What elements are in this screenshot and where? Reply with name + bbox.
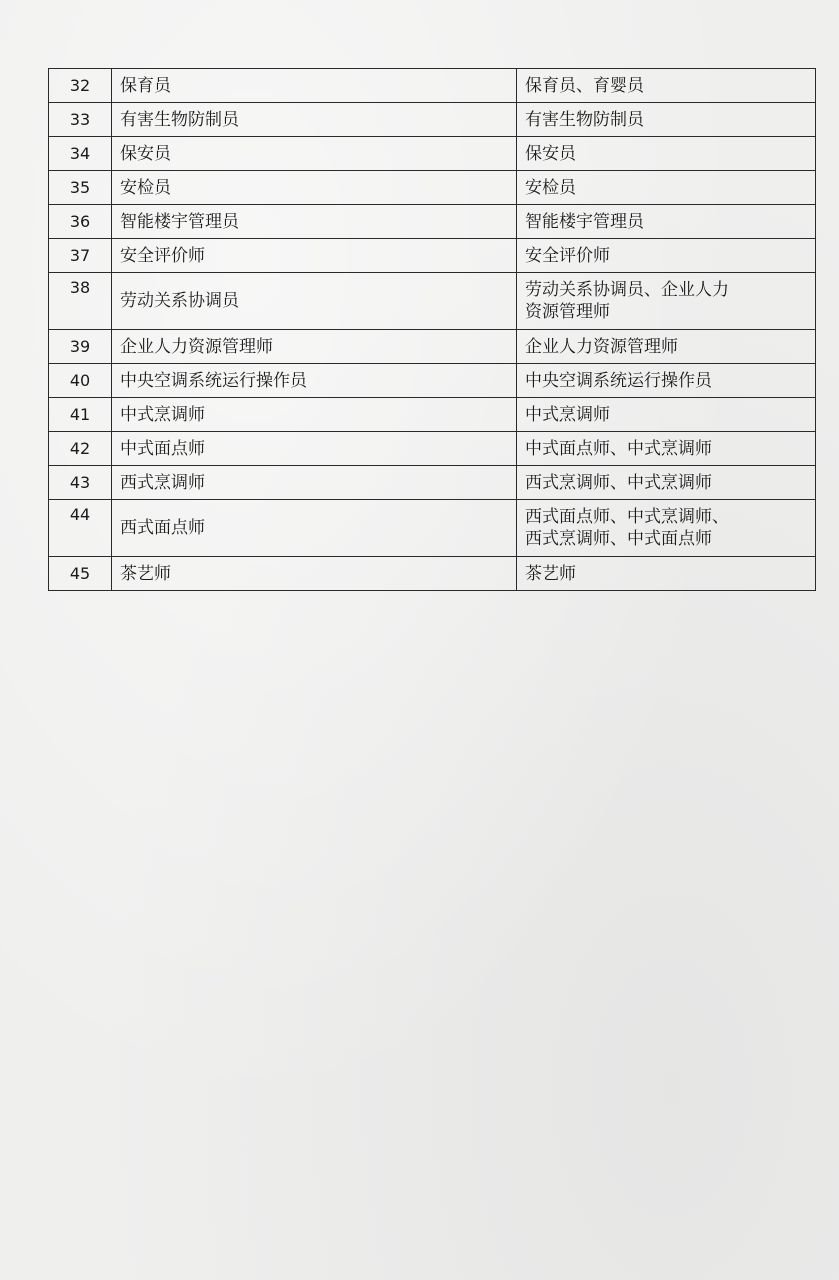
- occupation-name: 有害生物防制员: [112, 103, 517, 137]
- related-occupation-line: 智能楼宇管理员: [525, 211, 644, 232]
- occupation-table: [48, 68, 816, 591]
- occupation-name: 西式烹调师: [112, 466, 517, 500]
- occupation-name: 安全评价师: [112, 239, 517, 273]
- occupation-name: 西式面点师: [112, 500, 517, 557]
- related-occupation-line: 保育员、育婴员: [525, 75, 644, 96]
- related-occupation-line: 茶艺师: [525, 563, 576, 584]
- row-number: 35: [49, 171, 112, 205]
- row-number: 32: [49, 69, 112, 103]
- related-occupations: [517, 364, 816, 398]
- related-occupations: [517, 398, 816, 432]
- table-row: [49, 205, 816, 239]
- related-occupation-line: 中央空调系统运行操作员: [525, 370, 712, 391]
- related-occupation-line: 安检员: [525, 177, 576, 198]
- row-number: 34: [49, 137, 112, 171]
- related-occupation-line: 劳动关系协调员、企业人力: [525, 280, 729, 300]
- related-occupation-line: 西式烹调师、中式烹调师: [525, 472, 712, 493]
- related-occupation-line: 西式面点师、中式烹调师、: [525, 507, 729, 527]
- row-number: 39: [49, 330, 112, 364]
- related-occupations: [517, 557, 816, 591]
- occupation-name: 智能楼宇管理员: [112, 205, 517, 239]
- occupation-name: 企业人力资源管理师: [112, 330, 517, 364]
- row-number: 33: [49, 103, 112, 137]
- table-row: [49, 557, 816, 591]
- occupation-name: 中央空调系统运行操作员: [112, 364, 517, 398]
- related-occupations: [517, 137, 816, 171]
- table-row: [49, 432, 816, 466]
- row-number: 36: [49, 205, 112, 239]
- table-row: [49, 103, 816, 137]
- table-row: [49, 364, 816, 398]
- row-number: 42: [49, 432, 112, 466]
- related-occupations: [517, 466, 816, 500]
- occupation-name: 保安员: [112, 137, 517, 171]
- related-occupations: [517, 103, 816, 137]
- related-occupation-line: 西式烹调师、中式面点师: [525, 529, 712, 549]
- table-row: [49, 330, 816, 364]
- occupation-name: 劳动关系协调员: [112, 273, 517, 330]
- related-occupations: [517, 69, 816, 103]
- related-occupations: [517, 171, 816, 205]
- related-occupations: [517, 273, 816, 330]
- table-row: [49, 398, 816, 432]
- occupation-name: 茶艺师: [112, 557, 517, 591]
- occupation-name: 安检员: [112, 171, 517, 205]
- row-number: 40: [49, 364, 112, 398]
- related-occupations: [517, 500, 816, 557]
- row-number: 44: [49, 500, 112, 557]
- related-occupation-line: 中式面点师、中式烹调师: [525, 438, 712, 459]
- table-row: [49, 273, 816, 330]
- row-number: 43: [49, 466, 112, 500]
- table-row: [49, 69, 816, 103]
- table-row: [49, 500, 816, 557]
- related-occupation-line: 安全评价师: [525, 245, 610, 266]
- related-occupations: [517, 239, 816, 273]
- related-occupation-line: 有害生物防制员: [525, 109, 644, 130]
- occupation-name: 中式烹调师: [112, 398, 517, 432]
- table-row: [49, 466, 816, 500]
- table-row: [49, 239, 816, 273]
- related-occupations: [517, 330, 816, 364]
- table-body: [49, 69, 816, 591]
- table-row: [49, 171, 816, 205]
- related-occupation-line: 企业人力资源管理师: [525, 336, 678, 357]
- occupation-name: 中式面点师: [112, 432, 517, 466]
- row-number: 41: [49, 398, 112, 432]
- occupation-name: 保育员: [112, 69, 517, 103]
- row-number: 38: [49, 273, 112, 330]
- related-occupations: [517, 432, 816, 466]
- related-occupation-line: 保安员: [525, 143, 576, 164]
- related-occupations: [517, 205, 816, 239]
- table-row: [49, 137, 816, 171]
- related-occupation-line: 资源管理师: [525, 302, 610, 322]
- row-number: 37: [49, 239, 112, 273]
- row-number: 45: [49, 557, 112, 591]
- related-occupation-line: 中式烹调师: [525, 404, 610, 425]
